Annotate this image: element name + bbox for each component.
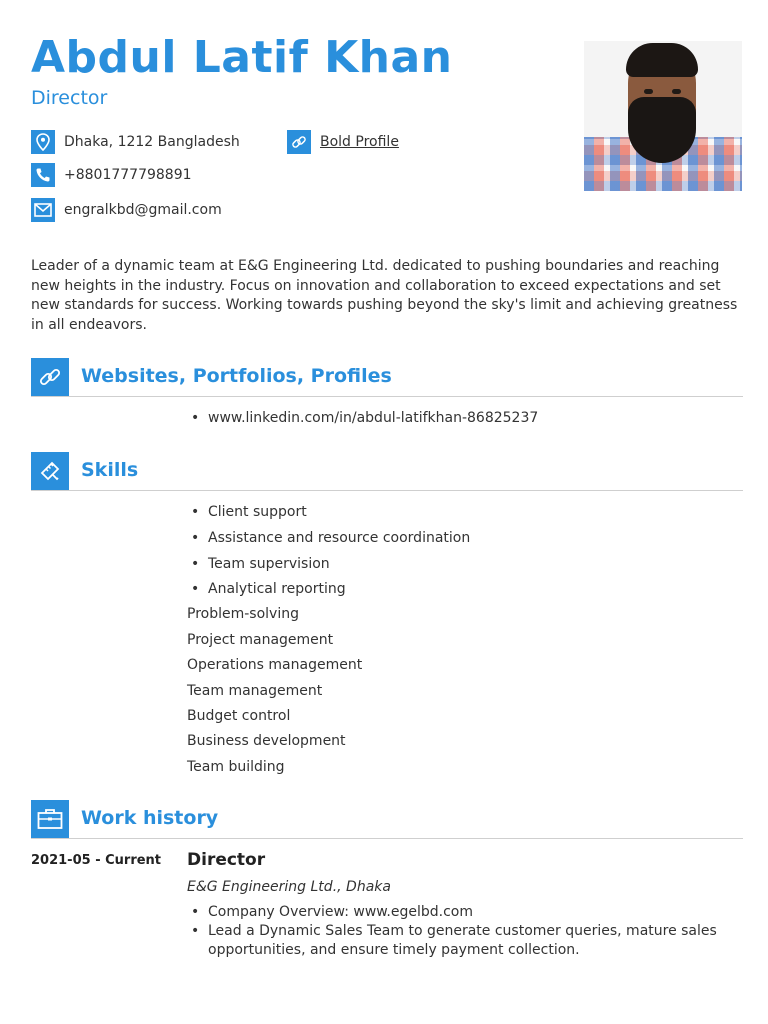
location-text: Dhaka, 1212 Bangladesh <box>64 134 240 150</box>
skill-item: • Analytical reporting <box>191 581 346 597</box>
skill-item: Project management <box>187 632 334 648</box>
work-history-heading: Work history <box>81 807 219 829</box>
skill-item: Team building <box>187 759 285 775</box>
contact-phone <box>31 163 192 187</box>
skill-item: • Assistance and resource coordination <box>191 530 471 546</box>
job-responsibilities <box>187 903 727 960</box>
profile-photo <box>584 41 742 191</box>
email-icon <box>31 198 55 222</box>
job-bullet: • Company Overview: www.egelbd.com <box>191 904 474 920</box>
section-websites <box>31 358 743 397</box>
phone-text: +8801777798891 <box>64 167 192 183</box>
contact-location <box>31 130 240 154</box>
skills-heading: Skills <box>81 459 139 481</box>
location-pin-icon <box>31 130 55 154</box>
chain-link-icon <box>31 358 69 396</box>
bold-profile-link[interactable]: Bold Profile <box>320 134 399 150</box>
job-company: E&G Engineering Ltd., Dhaka <box>187 879 391 895</box>
pencil-ruler-icon <box>31 452 69 490</box>
skill-item: Team management <box>187 683 323 699</box>
skill-item: Problem-solving <box>187 606 299 622</box>
skill-item: Operations management <box>187 657 363 673</box>
briefcase-icon <box>31 800 69 838</box>
professional-summary: Leader of a dynamic team at E&G Engineering Ltd. dedicated to pushing boundaries and reaching new heights in the industry. Focus on innovation and collaboration to exceed expectations and set new standards for success. Working towards pushing beyond the sky's limit and achieving greatness in all endeavors. <box>31 258 738 333</box>
phone-icon <box>31 163 55 187</box>
contact-profile[interactable] <box>287 130 399 154</box>
link-icon <box>287 130 311 154</box>
job-title: Director <box>187 850 266 870</box>
section-skills <box>31 452 743 491</box>
website-url[interactable]: www.linkedin.com/in/abdul-latifkhan-86825237 <box>208 410 539 426</box>
skill-item: Budget control <box>187 708 291 724</box>
skill-item: • Client support <box>191 504 307 520</box>
contact-email <box>31 198 222 222</box>
skill-item: Business development <box>187 733 346 749</box>
skill-item: • Team supervision <box>191 556 330 572</box>
website-item[interactable]: • www.linkedin.com/in/abdul-latifkhan-86825237 <box>191 410 539 426</box>
candidate-name: Abdul Latif Khan <box>31 32 453 83</box>
websites-heading: Websites, Portfolios, Profiles <box>81 365 392 387</box>
candidate-title: Director <box>31 87 108 109</box>
section-work-history <box>31 800 743 839</box>
job-bullet: • Lead a Dynamic Sales Team to generate customer queries, mature sales opportunities, and ensure timely payment collection. <box>191 923 717 958</box>
email-text: engralkbd@gmail.com <box>64 202 222 218</box>
job-dates: 2021-05 - Current <box>31 853 162 868</box>
